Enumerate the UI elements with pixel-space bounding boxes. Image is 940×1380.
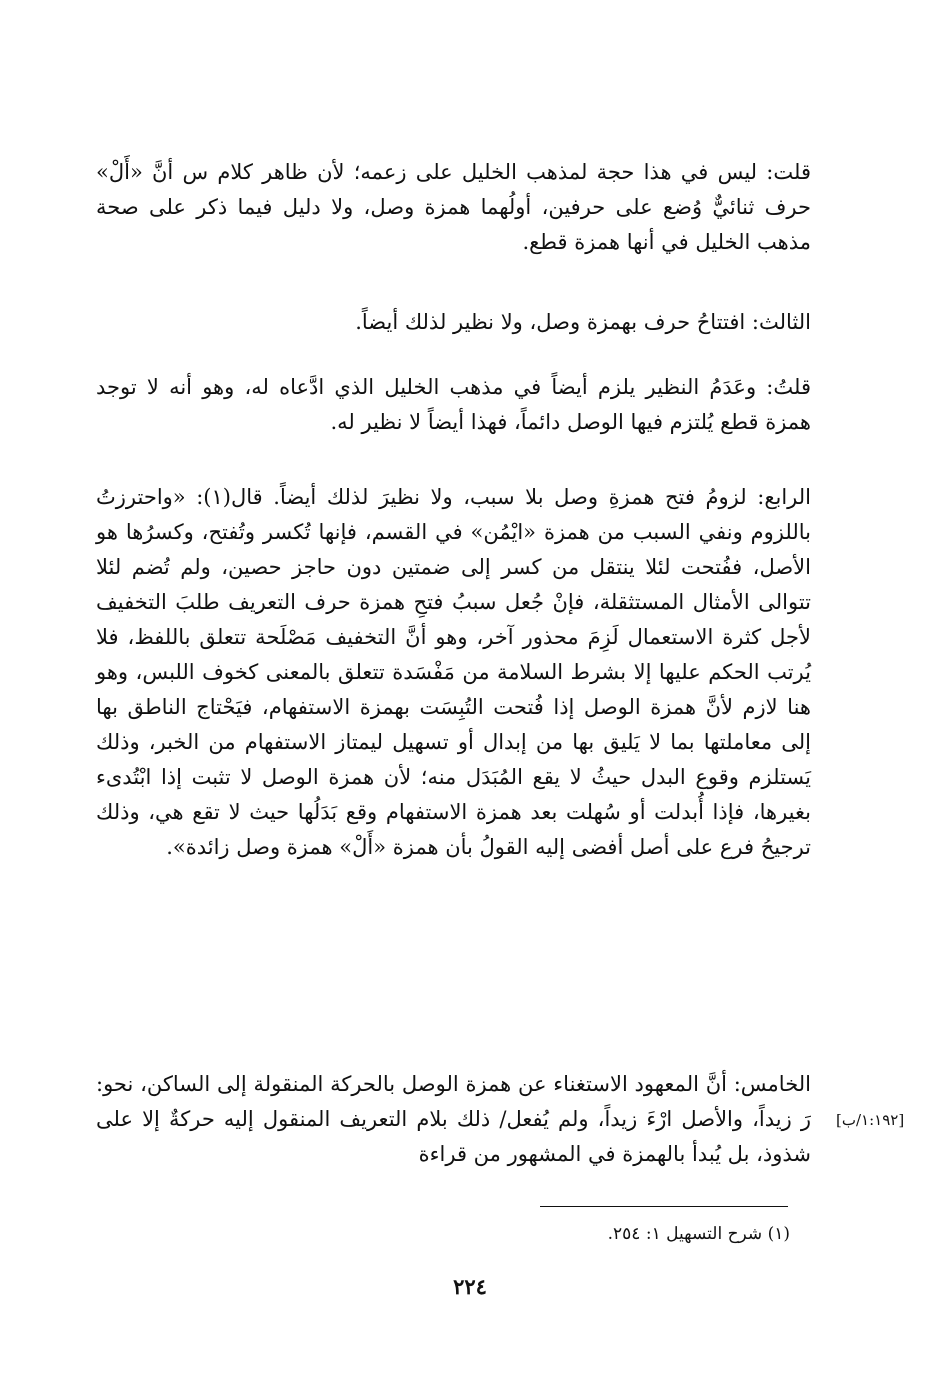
marginal-folio-reference: [١:١٩٢/ب] [836,1111,905,1129]
page-number: ٢٢٤ [453,1274,487,1299]
footnote-separator [540,1206,788,1207]
paragraph-5: الخامس: أنَّ المعهود الاستغناء عن همزة الوصل بالحركة المنقولة إلى الساكن، نحو: رَ زيداً، والأصل ارْءَ زيداً، ولم يُفعل/ ذلك بلام التعريف المنقول إليه حركةٌ إلا على شذوذ، بل يُبدأ بالهمزة في المشهور من قراءة [96,1072,811,1166]
paragraph-1: قلت: ليس في هذا حجة لمذهب الخليل على زعمه؛ لأن ظاهر كلام س أنَّ «أَلْ» حرف ثنائيٌّ وُضع على حرفين، أولُهما همزة وصل، ولا دليل فيما ذكر على صحة مذهب الخليل في أنها همزة قطع. [96,160,811,254]
paragraph-3: قلتُ: وعَدَمُ النظير يلزم أيضاً في مذهب الخليل الذي ادَّعاه له، وهو أنه لا توجد همزة قطع يُلتزم فيها الوصل دائماً، فهذا أيضاً لا نظير له. [96,375,811,434]
paragraph-4: الرابع: لزومُ فتح همزةِ وصل بلا سبب، ولا نظيرَ لذلك أيضاً. قال(١): «واحترزتُ باللزوم ونفي السبب من همزة «ايْمُن» في القسم، فإنها تُكسر وتُفتح، وكسرُها هو الأصل، ففُتحت لئلا ينتقل من كسر إلى ضمتين دون حاجز حصين، ولم تُضم لئلا تتوالى الأمثال المستثقلة، فإنْ جُعل سببُ فتحِ همزة حرف التعريف طلبَ التخفيف لأجل كثرة الاستعمال لَزِمَ محذور آخر، وهو أنَّ التخفيف مَصْلَحة تتعلق باللفظ، فلا يُرتب الحكم عليها إلا بشرط السلامة من مَفْسَدة تتعلق بالمعنى كخوف اللبس، وهو هنا لازم لأنَّ همزة الوصل إذا فُتحت التُبِسَت بهمزة الاستفهام، فيَحْتاج الناطق بها إلى معاملتها بما لا يَليق بها من إبدال أو تسهيل ليمتاز الاستفهام من الخبر، وذلك يَستلزم وقوع البدل حيثُ لا يقع المُبَدَل منه؛ لأن همزة الوصل لا تثبت إذا ابْتُدىء بغيرها، فإذا أُبدلت أو سُهلت بعد همزة الاستفهام وقع بَدَلُها حيث لا تقع هي، وذلك ترجيحُ فرع على أصل أفضى إليه القولُ بأن همزة «أَلْ» همزة وصل زائدة». [96,485,812,859]
footnote: (١) شرح التسهيل ١: ٢٥٤. [607,1224,790,1244]
paragraph-2: الثالث: افتتاحُ حرف بهمزة وصل، ولا نظير لذلك أيضاً. [355,310,811,334]
